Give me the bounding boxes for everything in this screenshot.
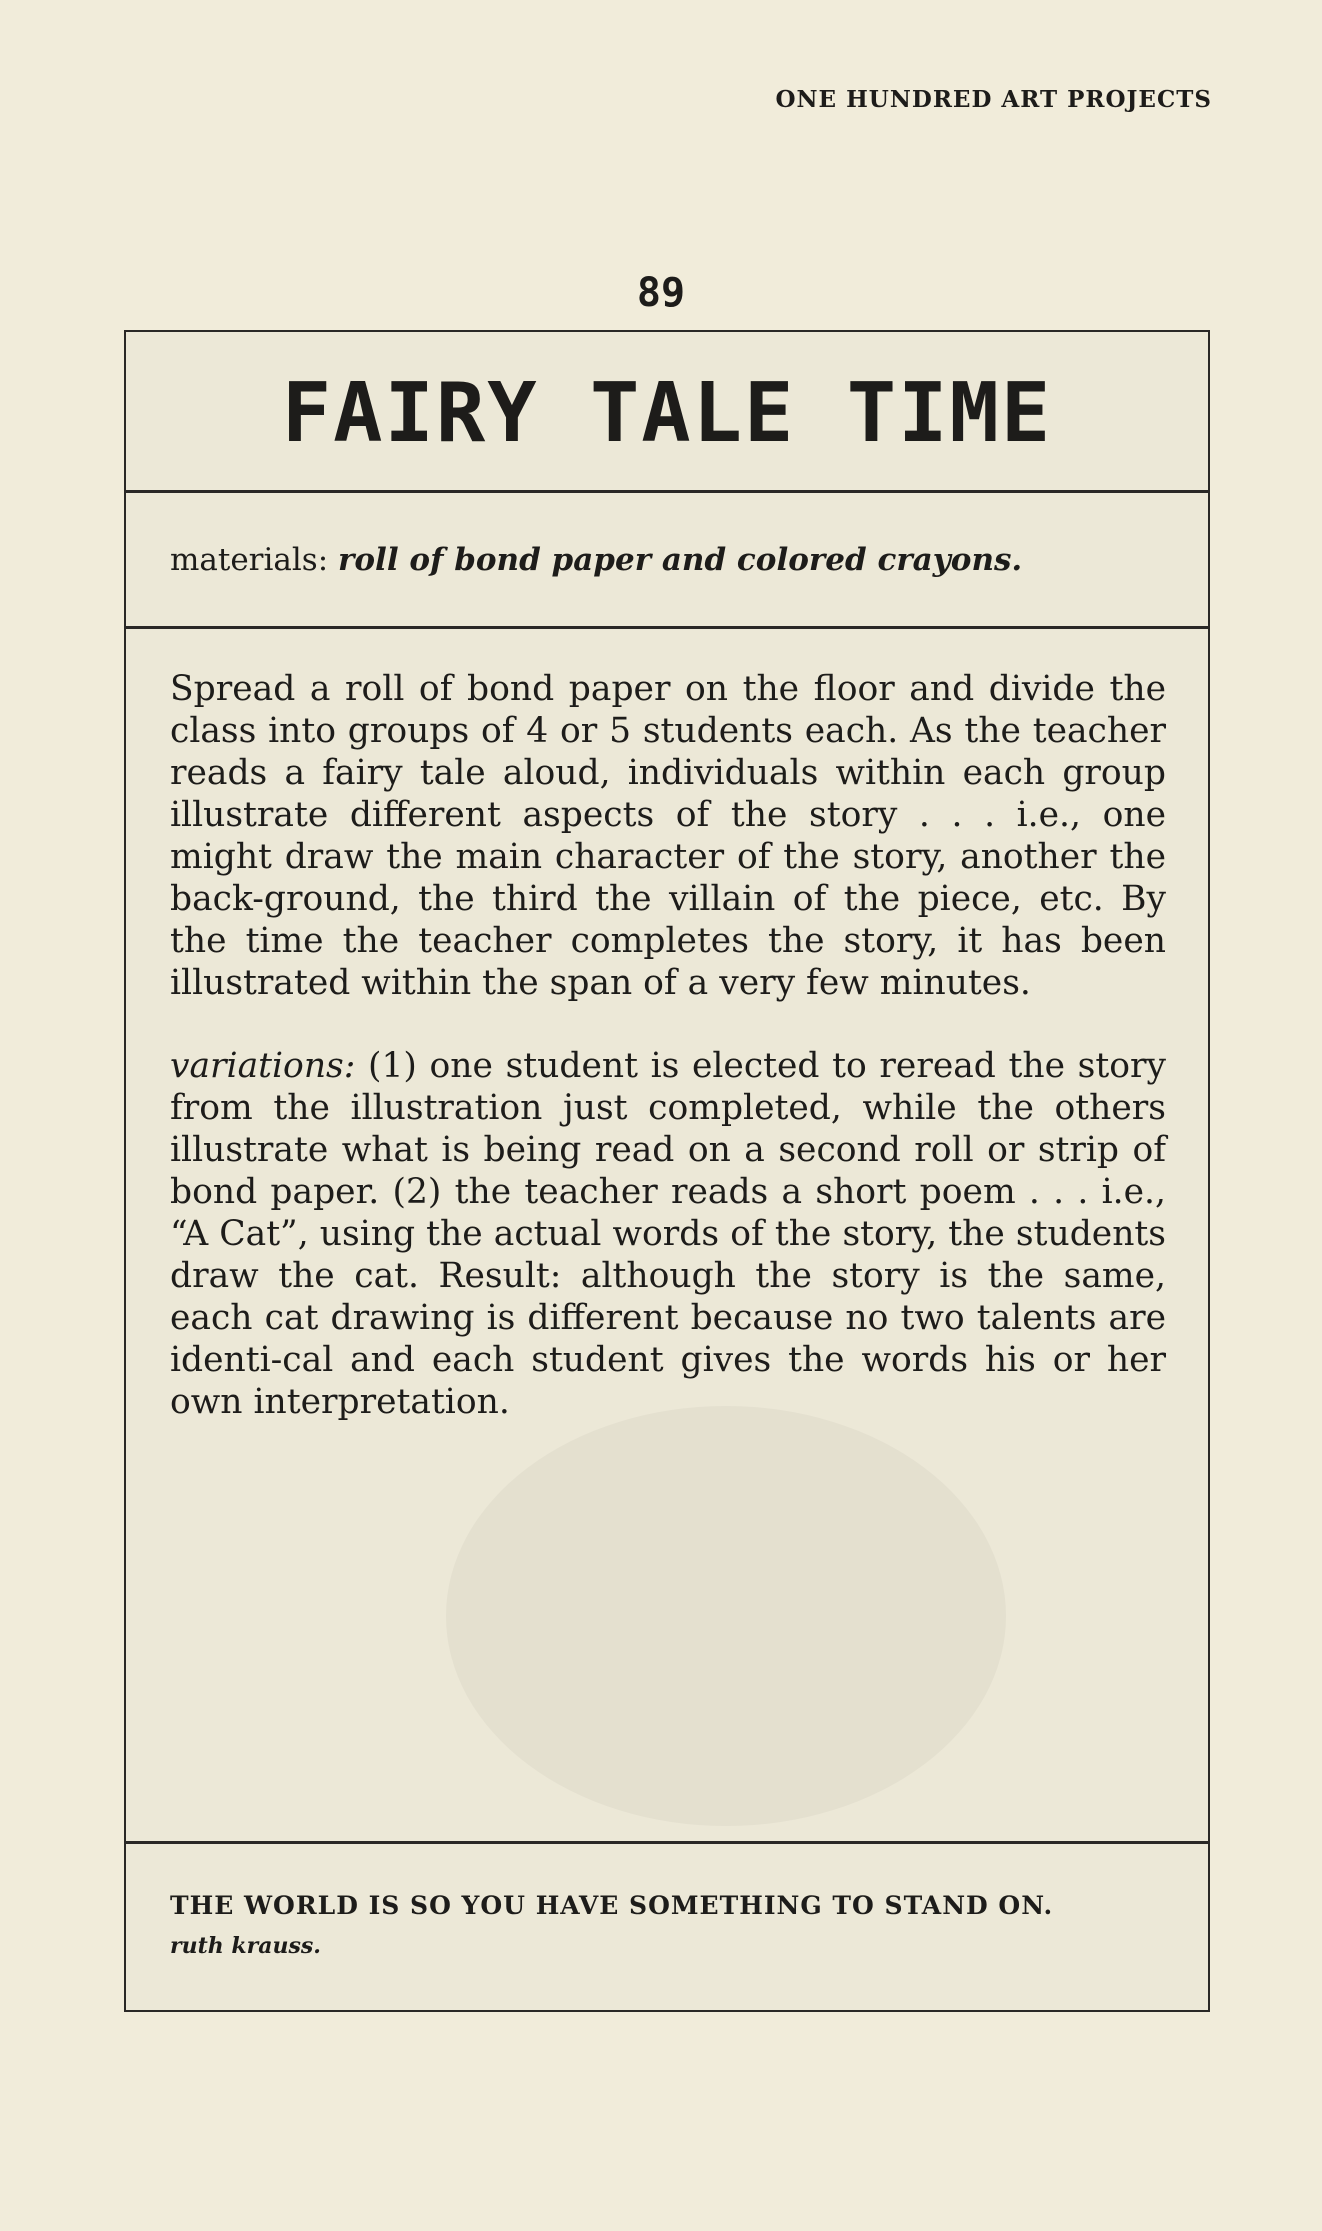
materials-line (170, 542, 1022, 578)
running-head: ONE HUNDRED ART PROJECTS (775, 86, 1212, 113)
background-watermark (446, 1406, 1006, 1826)
materials-label: materials: (170, 542, 329, 578)
variations-label: variations: (170, 1046, 356, 1086)
materials-box (126, 490, 1208, 629)
quote-text: THE WORLD IS SO YOU HAVE SOMETHING TO STAND ON. (170, 1891, 1054, 1920)
instructions-box (126, 626, 1208, 1844)
project-card (124, 330, 1210, 2012)
title-box (126, 332, 1208, 493)
instructions-paragraph: Spread a roll of bond paper on the floor and divide the class into groups of 4 or 5 students each. As the teacher reads a fairy tale aloud, individuals within each group illustrate different aspects of the story . . . i.e., one might draw the main character of the story, another the back-ground, the third the villain of the piece, etc. By the time the teacher completes the story, it has been illustrated within the span of a very few minutes. (170, 669, 1166, 1003)
project-number: 89 (636, 270, 686, 316)
quote-box (126, 1841, 1208, 2011)
variations-text: (1) one student is elected to reread the story from the illustration just completed, while the others illustrate what is being read on a second roll or strip of bond paper. (2) the teacher reads a short poem . . . i.e., “A Cat”, using the actual words of the story, the students draw the cat. Result: although the story is the same, each cat drawing is different because no two talents are identi-cal and each student gives the words his or her own interpretation. (170, 1046, 1166, 1422)
quote-author: ruth krauss. (170, 1933, 321, 1959)
materials-value: roll of bond paper and colored crayons. (338, 542, 1023, 578)
project-title: FAIRY TALE TIME (281, 365, 1053, 461)
variations-paragraph (170, 1045, 1166, 1423)
